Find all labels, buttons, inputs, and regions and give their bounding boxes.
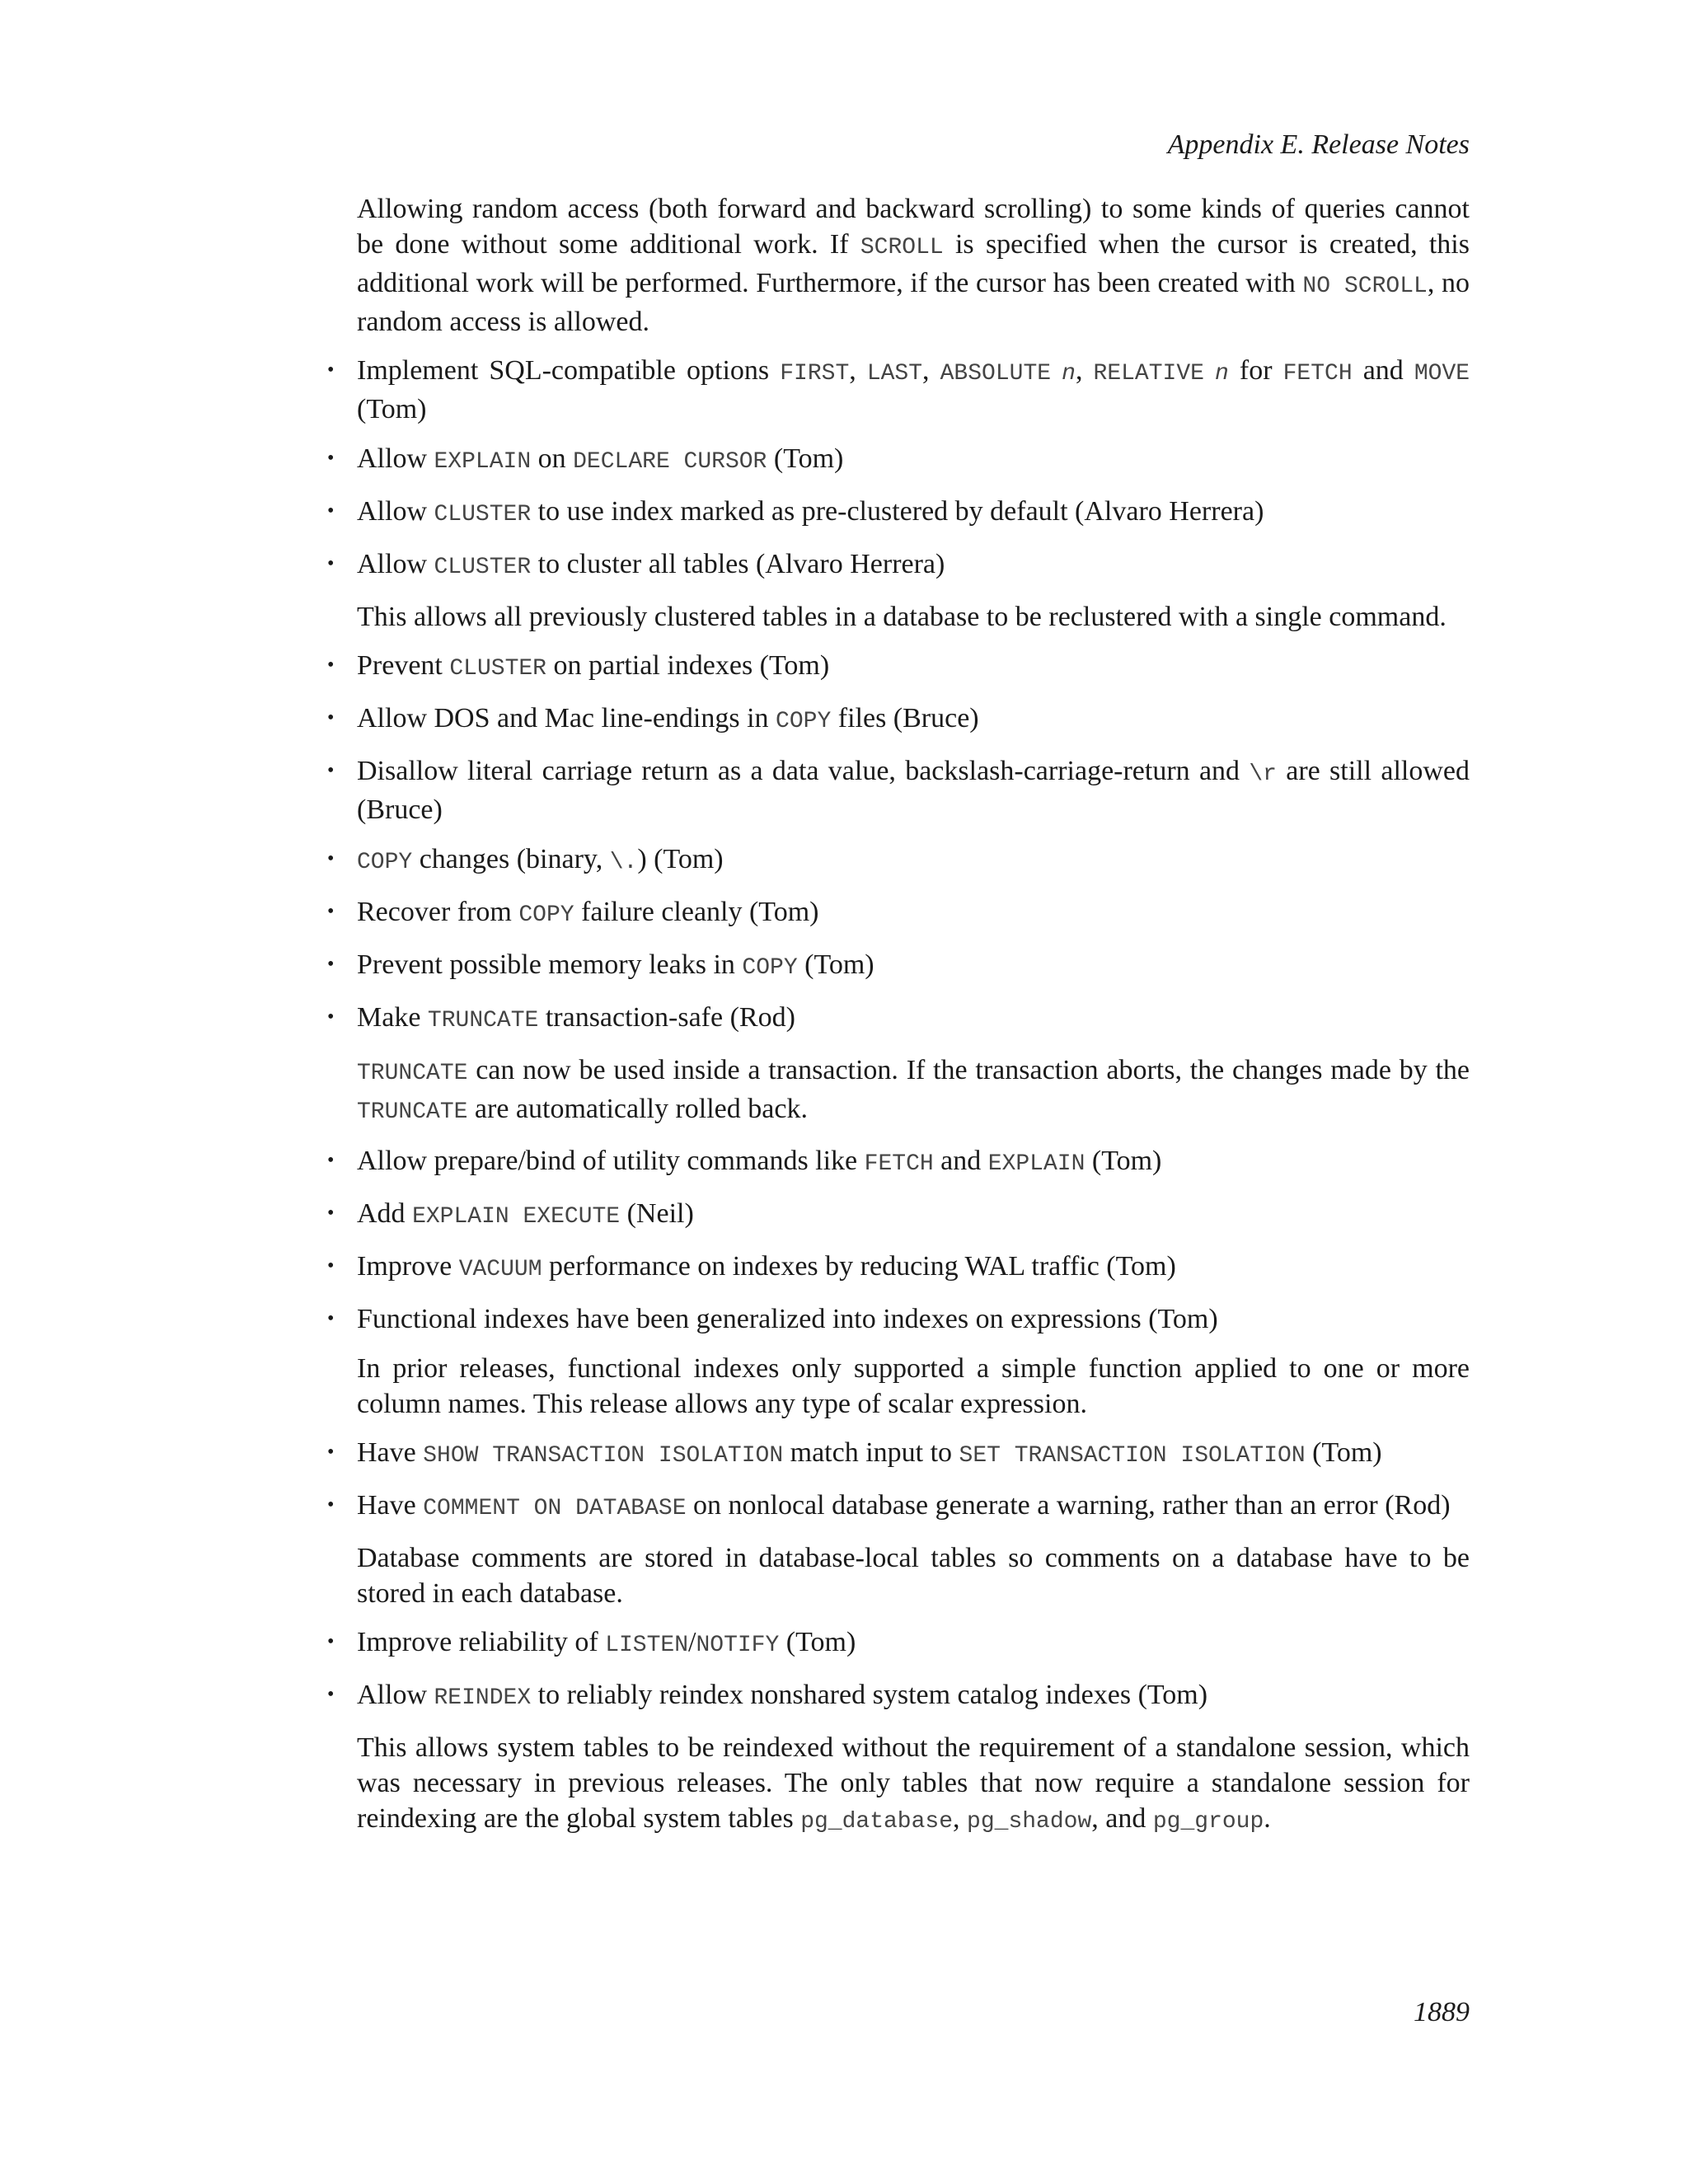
intro-paragraph: Allowing random access (both forward and backward scrolling) to some kinds of queries cannot be done without some additional work. If SCROLL is specified when the cursor is created, this additional work will be performed. Furthermore, if the cursor has been created with NO SCROLL, no random access is allowed. xyxy=(357,194,1470,337)
list-item: • Make TRUNCATE transaction-safe (Rod) xyxy=(357,1000,1470,1038)
bullet-icon: • xyxy=(327,1255,335,1277)
list-item: • Disallow literal carriage return as a data value, backslash-carriage-return and \r are still allowed (Bruce) xyxy=(357,753,1470,827)
bullet-icon: • xyxy=(327,359,335,381)
bullet-icon: • xyxy=(327,500,335,522)
bullet-icon: • xyxy=(327,1006,335,1028)
list-item: • Allow CLUSTER to use index marked as pre-clustered by default (Alvaro Herrera) xyxy=(357,494,1470,532)
bullet-icon: • xyxy=(327,707,335,729)
page-number: 1889 xyxy=(1414,1997,1470,2027)
list-item: • Have COMMENT ON DATABASE on nonlocal database generate a warning, rather than an error (Rod) xyxy=(357,1488,1470,1526)
item-note: In prior releases, functional indexes only supported a simple function applied to one or more column names. This release allows any type of scalar expression. xyxy=(357,1353,1470,1419)
running-header: Appendix E. Release Notes xyxy=(1167,129,1470,160)
bullet-icon: • xyxy=(327,654,335,676)
list-item: • Have SHOW TRANSACTION ISOLATION match input to SET TRANSACTION ISOLATION (Tom) xyxy=(357,1435,1470,1474)
bullet-icon: • xyxy=(327,448,335,469)
bullet-icon: • xyxy=(327,1684,335,1705)
bullet-icon: • xyxy=(327,1202,335,1224)
list-item: • Allow CLUSTER to cluster all tables (Alvaro Herrera) xyxy=(357,546,1470,585)
list-item: • Add EXPLAIN EXECUTE (Neil) xyxy=(357,1196,1470,1235)
bullet-icon: • xyxy=(327,901,335,922)
bullet-icon: • xyxy=(327,1631,335,1652)
bullet-icon: • xyxy=(327,1150,335,1171)
item-note: TRUNCATE can now be used inside a transaction. If the transaction aborts, the changes made by the TRUNCATE are automatically rolled back. xyxy=(357,1055,1470,1125)
list-item: • Improve reliability of LISTEN/NOTIFY (Tom) xyxy=(357,1624,1470,1663)
bullet-icon: • xyxy=(327,848,335,869)
bullet-icon: • xyxy=(327,760,335,781)
bullet-icon: • xyxy=(327,1441,335,1463)
list-item: • Prevent CLUSTER on partial indexes (Tom) xyxy=(357,648,1470,687)
code-no-scroll: NO SCROLL xyxy=(1302,274,1428,299)
page-body xyxy=(327,191,1470,1853)
bullet-icon: • xyxy=(327,1308,335,1329)
list-item: • Recover from COPY failure cleanly (Tom) xyxy=(357,894,1470,933)
list-item: • Allow prepare/bind of utility commands like FETCH and EXPLAIN (Tom) xyxy=(357,1143,1470,1182)
list-item: • Implement SQL-compatible options FIRST, LAST, ABSOLUTE n, RELATIVE n for FETCH and MOVE (Tom) xyxy=(357,353,1470,427)
list-item: • Prevent possible memory leaks in COPY (Tom) xyxy=(357,947,1470,986)
bullet-icon: • xyxy=(327,954,335,975)
item-note: Database comments are stored in database-local tables so comments on a database have to be stored in each database. xyxy=(357,1543,1470,1609)
list-item: • Allow EXPLAIN on DECLARE CURSOR (Tom) xyxy=(357,441,1470,480)
bullet-icon: • xyxy=(327,553,335,574)
list-item: • Allow REINDEX to reliably reindex nonshared system catalog indexes (Tom) xyxy=(357,1677,1470,1716)
list-item: • COPY changes (binary, \.) (Tom) xyxy=(357,841,1470,880)
list-item: • Improve VACUUM performance on indexes by reducing WAL traffic (Tom) xyxy=(357,1249,1470,1287)
bullet-icon: • xyxy=(327,1494,335,1516)
item-note: This allows all previously clustered tables in a database to be reclustered with a single command. xyxy=(357,602,1447,632)
code-scroll: SCROLL xyxy=(860,235,944,260)
item-note: This allows system tables to be reindexed without the requirement of a standalone session, which was necessary in previous releases. The only tables that now require a standalone session for reindexing are the global system tables pg_database, pg_shadow, and pg_group. xyxy=(357,1732,1470,1835)
list-item: • Allow DOS and Mac line-endings in COPY files (Bruce) xyxy=(357,701,1470,739)
list-item: • Functional indexes have been generalized into indexes on expressions (Tom) xyxy=(357,1301,1470,1337)
